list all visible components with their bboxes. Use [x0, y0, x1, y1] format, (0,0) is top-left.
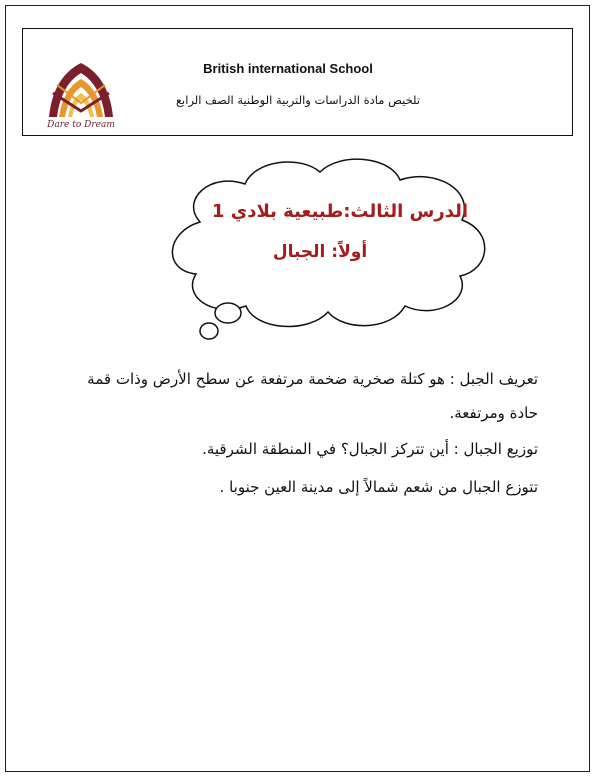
mountain-distribution: توزيع الجبال : أين تتركز الجبال؟ في المنطقة الشرقية. — [202, 440, 538, 458]
mountain-definition: تعريف الجبل : هو كتلة صخرية ضخمة مرتفعة عن سطح الأرض وذات قمة — [87, 370, 538, 388]
summary-subtitle: تلخيص مادة الدراسات والتربية الوطنية الصف الرابع — [175, 93, 421, 107]
mountain-definition-continued: حادة ومرتفعة. — [449, 404, 538, 422]
section-title: أولاً: الجبال — [272, 242, 368, 262]
header-box — [22, 28, 573, 136]
school-logo — [41, 59, 121, 134]
lesson-title: الدرس الثالث:طبيعية بلادي 1 — [211, 201, 469, 222]
logo-emblem-icon — [41, 59, 121, 121]
logo-caption: Dare to Dream — [47, 120, 115, 130]
mountain-extent: تتوزع الجبال من شعم شمالاً إلى مدينة العين جنوبا . — [219, 478, 538, 496]
school-name: British international School — [203, 61, 373, 76]
